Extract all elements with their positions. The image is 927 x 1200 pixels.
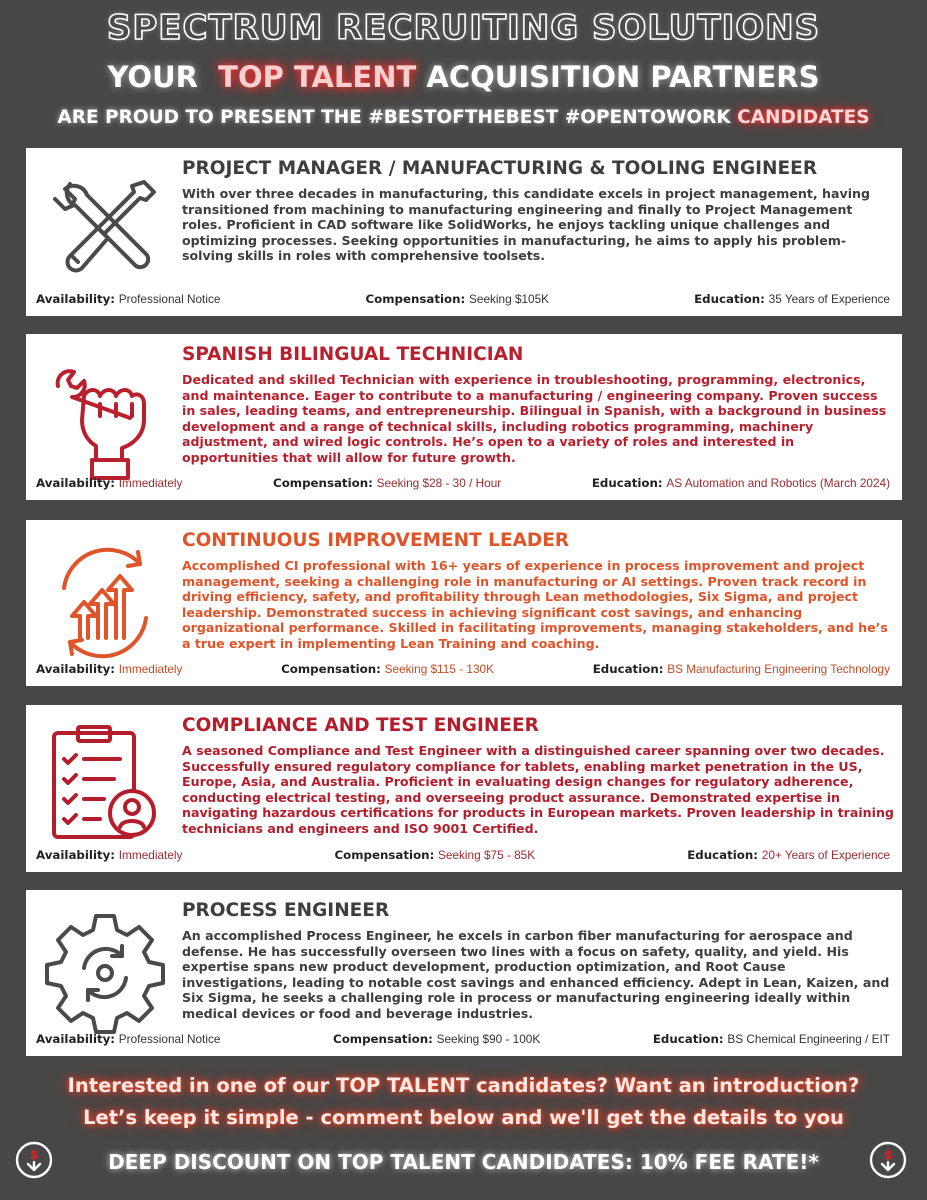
availability: Availability: Professional Notice — [36, 292, 221, 306]
candidate-description: An accomplished Process Engineer, he excels in carbon fiber manufacturing for aerospace and defense. He has successfully overseen two lines with a focus on safety, quality, and yield. His expertise spans new product development, production optimization, and Root Cause investigations, leading to notable cost savings and enhanced efficiency. Adept in Lean, Kaizen, and Six Sigma, he seeks a challenging role in process or manufacturing engineering ideally within medical devices or food and beverage industries. — [182, 928, 890, 1021]
education: Education: 35 Years of Experience — [694, 292, 890, 306]
candidate-card-process-engineer — [26, 890, 902, 1056]
candidate-details — [36, 662, 890, 676]
candidate-details — [36, 848, 890, 862]
candidate-title: PROJECT MANAGER / MANUFACTURING & TOOLING ENGINEER — [182, 158, 818, 179]
education: Education: BS Manufacturing Engineering Technology — [592, 662, 890, 676]
compensation: Compensation: Seeking $28 - 30 / Hour — [273, 476, 502, 490]
cta-line-1: Interested in one of our TOP TALENT candidates? Want an introduction? — [67, 1074, 860, 1097]
compensation: Compensation: Seeking $105K — [365, 292, 550, 306]
present-highlight: CANDIDATES — [737, 107, 870, 128]
cta-line-2: Let’s keep it simple - comment below and we'll get the details to you — [83, 1106, 844, 1129]
education: Education: AS Automation and Robotics (March 2024) — [591, 476, 890, 490]
tagline — [0, 60, 927, 94]
candidate-description: A seasoned Compliance and Test Engineer with a distinguished career spanning over two decades. Successfully ensured regulatory compliance for tablets, enabling market penetration in the US, Europe, Asia, and Australia. Proficient in evaluating design changes for regulatory adherence, conducting electrical testing, and overseeing product assurance. Demonstrated expertise in navigating hazardous certifications for products in European markets. Proven leadership in training technicians and engineers and ISO 9001 Certified. — [182, 743, 894, 836]
present-pre: ARE PROUD TO PRESENT THE #BESTOFTHEBEST #OPENTOWORK — [57, 107, 731, 128]
candidate-description: With over three decades in manufacturing, this candidate excels in project management, having transitioned from machining to manufacturing engineering and finally to Project Management roles. Proficient in CAD software like SolidWorks, he enjoys tackling unique challenges and optimizing processes. Seeking opportunities in manufacturing, he aims to apply his problem-solving skills in roles with comprehensive toolsets. — [182, 186, 870, 264]
candidate-card-project-manager — [26, 148, 902, 316]
dollar-down-icon — [868, 1140, 908, 1180]
company-name: SPECTRUM RECRUITING SOLUTIONS — [106, 8, 821, 48]
gear-process-icon — [40, 908, 170, 1038]
compensation: Compensation: Seeking $115 - 130K — [281, 662, 494, 676]
growth-cycle-icon — [40, 538, 170, 668]
candidate-card-ci-leader — [26, 520, 902, 686]
availability: Availability: Immediately — [36, 662, 183, 676]
svg-text:$: $ — [29, 1148, 39, 1162]
candidate-description: Accomplished CI professional with 16+ years of experience in process improvement and project management, seeking a challenging role in manufacturing or AI settings. Proven track record in driving efficiency, safety, and profitability through Lean methodologies, Six Sigma, and project leadership. Demonstrated success in achieving significant cost savings, and enhancing organizational performance. Skilled in facilitating improvements, managing stakeholders, and he’s a true expert in implementing Lean Training and coaching. — [182, 558, 888, 651]
hand-wrench-icon — [40, 356, 170, 486]
candidate-title: PROCESS ENGINEER — [182, 900, 390, 921]
availability: Availability: Immediately — [36, 848, 183, 862]
compensation: Compensation: Seeking $75 - 85K — [334, 848, 536, 862]
candidate-card-bilingual-technician — [26, 334, 902, 500]
present-line — [0, 107, 927, 128]
tagline-highlight: TOP TALENT — [218, 60, 417, 94]
candidate-title: COMPLIANCE AND TEST ENGINEER — [182, 715, 539, 736]
tagline-post: ACQUISITION PARTNERS — [426, 60, 820, 94]
availability: Availability: Immediately — [36, 476, 183, 490]
tagline-pre: YOUR — [107, 60, 198, 94]
education: Education: 20+ Years of Experience — [687, 848, 890, 862]
clipboard-checklist-icon — [40, 721, 170, 851]
candidate-description: Dedicated and skilled Technician with experience in troubleshooting, programming, electronics, and maintenance. Eager to contribute to a manufacturing / engineering company. Proven success in sales, leading teams, and entrepreneurship. Bilingual in Spanish, with a background in business development and a range of technical skills, including robotics programming, machinery adjustment, and wired logic controls. He’s open to a variety of roles and interested in opportunities that will allow for future growth. — [182, 372, 887, 465]
tools-icon — [40, 166, 170, 296]
candidate-details — [36, 476, 890, 490]
discount-banner: DEEP DISCOUNT ON TOP TALENT CANDIDATES: 10% FEE RATE!* — [108, 1150, 819, 1174]
candidate-details — [36, 292, 890, 306]
availability: Availability: Professional Notice — [36, 1032, 221, 1046]
svg-text:$: $ — [883, 1148, 893, 1162]
education: Education: BS Chemical Engineering / EIT — [652, 1032, 890, 1046]
candidate-details — [36, 1032, 890, 1046]
candidate-title: SPANISH BILINGUAL TECHNICIAN — [182, 344, 524, 365]
compensation: Compensation: Seeking $90 - 100K — [333, 1032, 541, 1046]
candidate-card-compliance-engineer — [26, 705, 902, 872]
candidate-title: CONTINUOUS IMPROVEMENT LEADER — [182, 530, 570, 551]
